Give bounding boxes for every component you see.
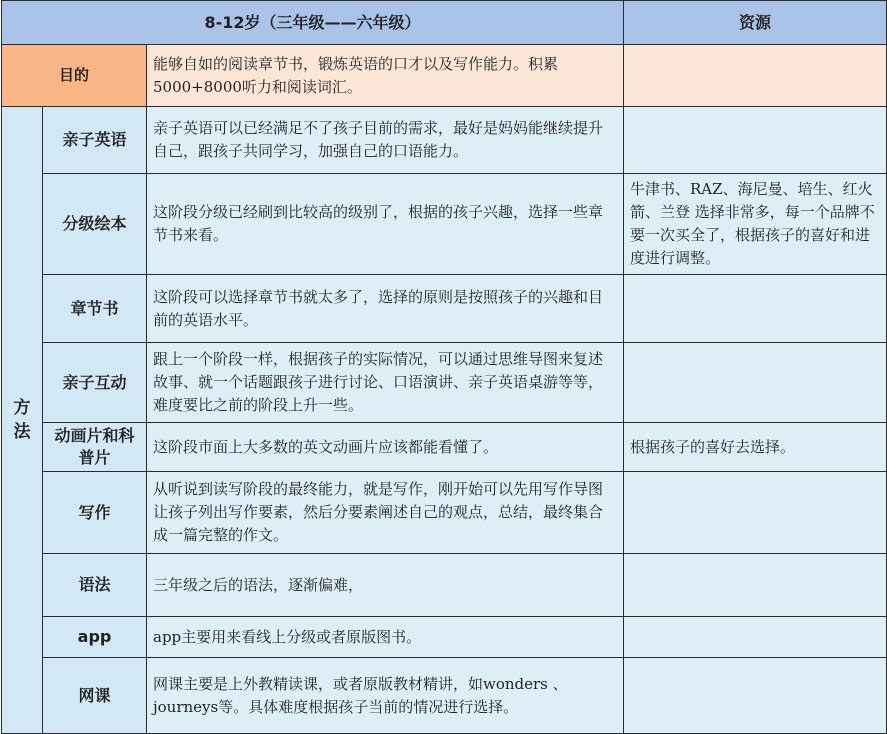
resource-cell: 根据孩子的喜好去选择。: [624, 423, 887, 472]
method-label-line2: 法: [13, 422, 31, 442]
stage-title: 8-12岁（三年级——六年级）: [2, 1, 624, 45]
table-row: [2, 472, 887, 554]
category-cell: 动画片和科普片: [43, 423, 147, 472]
method-label: [2, 107, 43, 734]
resource-cell: 牛津书、RAZ、海尼曼、培生、红火箭、兰登 选择非常多，每一个品牌不要一次买全了，根据孩子的喜好和进度进行调整。: [624, 174, 887, 275]
description-cell: 这阶段市面上大多数的英文动画片应该都能看懂了。: [147, 423, 624, 472]
description-cell: 亲子英语可以已经满足不了孩子目前的需求，最好是妈妈能继续提升自己，跟孩子共同学习，加强自己的口语能力。: [147, 107, 624, 174]
description-cell: 跟上一个阶段一样，根据孩子的实际情况，可以通过思维导图来复述故事、就一个话题跟孩子进行讨论、口语演讲、亲子英语桌游等等，难度要比之前的阶段上升一些。: [147, 343, 624, 423]
category-cell: 章节书: [43, 275, 147, 343]
category-cell: 网课: [43, 658, 147, 734]
description-cell: 三年级之后的语法，逐渐偏难，: [147, 554, 624, 617]
table-row: [2, 554, 887, 617]
category-cell: 语法: [43, 554, 147, 617]
category-cell: 亲子英语: [43, 107, 147, 174]
table-row: [2, 174, 887, 275]
goal-text: 能够自如的阅读章节书，锻炼英语的口才以及写作能力。积累5000+8000听力和阅读词汇。: [147, 45, 624, 107]
resource-header: 资源: [624, 1, 887, 45]
goal-resource: [624, 45, 887, 107]
table-row: [2, 423, 887, 472]
description-cell: 这阶段分级已经刷到比较高的级别了，根据的孩子兴趣，选择一些章节书来看。: [147, 174, 624, 275]
category-cell: 分级绘本: [43, 174, 147, 275]
description-cell: 网课主要是上外教精读课，或者原版教材精讲，如wonders 、 journeys等。具体难度根据孩子当前的情况进行选择。: [147, 658, 624, 734]
goal-row: [2, 45, 887, 107]
resource-cell: [624, 658, 887, 734]
description-cell: 从听说到读写阶段的最终能力，就是写作，刚开始可以先用写作导图让孩子列出写作要素，然后分要素阐述自己的观点，总结，最终集合成一篇完整的作文。: [147, 472, 624, 554]
learning-plan-table: [1, 0, 887, 734]
goal-label: 目的: [2, 45, 147, 107]
resource-cell: [624, 343, 887, 423]
category-cell: app: [43, 617, 147, 658]
table-row: [2, 107, 887, 174]
category-cell: 亲子互动: [43, 343, 147, 423]
table-row: [2, 617, 887, 658]
description-cell: app主要用来看线上分级或者原版图书。: [147, 617, 624, 658]
resource-cell: [624, 617, 887, 658]
resource-cell: [624, 472, 887, 554]
header-row: [2, 1, 887, 45]
method-label-line1: 方: [13, 398, 31, 418]
table-row: [2, 658, 887, 734]
table-row: [2, 275, 887, 343]
table-row: [2, 343, 887, 423]
resource-cell: [624, 107, 887, 174]
resource-cell: [624, 554, 887, 617]
resource-cell: [624, 275, 887, 343]
description-cell: 这阶段可以选择章节书就太多了，选择的原则是按照孩子的兴趣和目前的英语水平。: [147, 275, 624, 343]
category-cell: 写作: [43, 472, 147, 554]
